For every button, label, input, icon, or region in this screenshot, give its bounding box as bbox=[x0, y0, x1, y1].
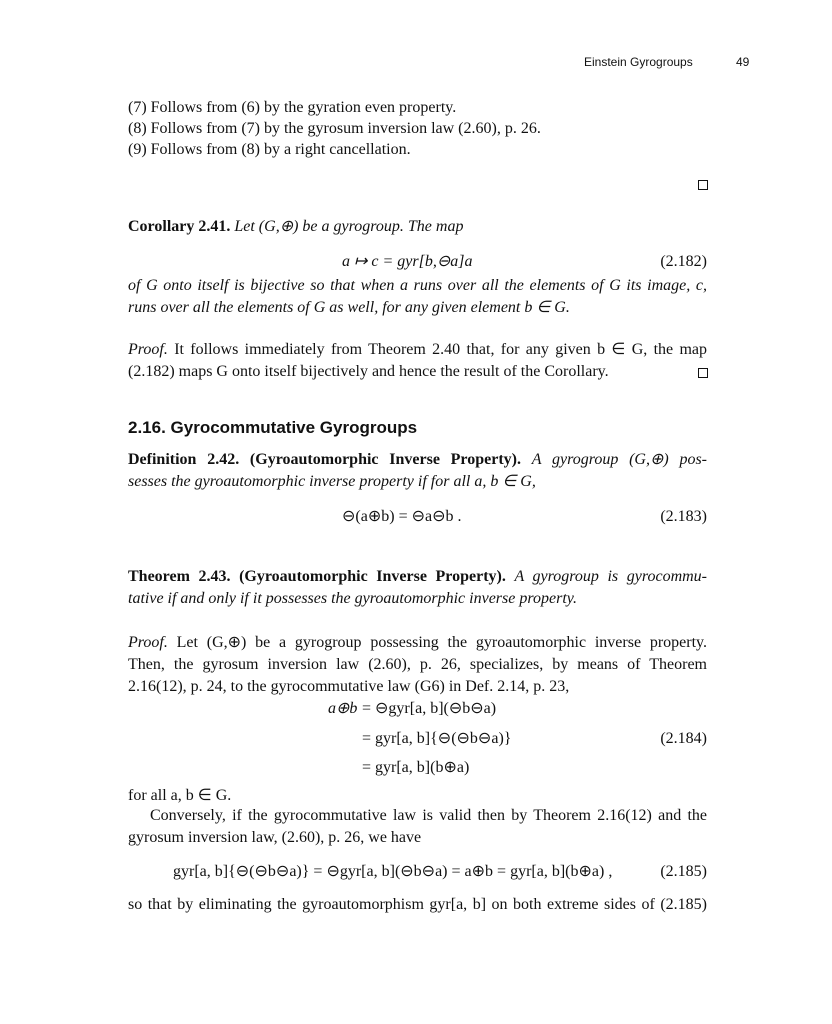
proof-text bbox=[128, 340, 707, 360]
theorem-text: A gyrogroup is gyrocommu- bbox=[514, 568, 708, 585]
theorem-text: tative if and only if it possesses the gyroautomorphic inverse property. bbox=[128, 590, 577, 607]
theorem-label: Theorem 2.43. (Gyroautomorphic Inverse Property). bbox=[128, 568, 506, 585]
theorem-heading bbox=[128, 567, 707, 587]
equation-number: (2.184) bbox=[660, 730, 707, 747]
proof-text: so that by eliminating the gyroautomorphism gyr[a, b] on both extreme sides of (2.185) bbox=[128, 896, 707, 913]
equation-2-182: a ↦ c = gyr[b,⊖a]a bbox=[342, 253, 473, 270]
corollary-text: of G onto itself is bijective so that when a runs over all the elements of G its image, c, bbox=[128, 277, 707, 294]
proof-label: Proof. bbox=[128, 634, 168, 651]
equation-line: = gyr[a, b](b⊕a) bbox=[362, 759, 470, 776]
equation-2-185: gyr[a, b]{⊖(⊖b⊖a)} = ⊖gyr[a, b](⊖b⊖a) = a⊕b = gyr[a, b](b⊕a) , bbox=[173, 863, 613, 880]
equation-line: = gyr[a, b]{⊖(⊖b⊖a)} bbox=[362, 730, 512, 747]
section-heading: 2.16. Gyrocommutative Gyrogroups bbox=[128, 418, 418, 437]
corollary-text: runs over all the elements of G as well, for any given element b ∈ G. bbox=[128, 299, 570, 316]
corollary-label: Corollary 2.41. bbox=[128, 218, 231, 235]
proof-text bbox=[128, 633, 707, 653]
definition-label: Definition 2.42. (Gyroautomorphic Inverse Property). bbox=[128, 451, 521, 468]
proof-step-9: (9) Follows from (8) by a right cancellation. bbox=[128, 141, 411, 158]
definition-text: A gyrogroup (G,⊕) pos- bbox=[531, 451, 707, 468]
proof-text: 2.16(12), p. 24, to the gyrocommutative law (G6) in Def. 2.14, p. 23, bbox=[128, 678, 570, 695]
proof-line: Let (G,⊕) be a gyrogroup possessing the gyroautomorphic inverse property. bbox=[176, 634, 708, 651]
proof-step-8: (8) Follows from (7) by the gyrosum inversion law (2.60), p. 26. bbox=[128, 120, 541, 137]
equation-lhs: a⊕b bbox=[328, 700, 358, 717]
running-title: Einstein Gyrogroups bbox=[584, 55, 693, 69]
proof-text: gyrosum inversion law, (2.60), p. 26, we have bbox=[128, 829, 422, 846]
proof-line: It follows immediately from Theorem 2.40 that, for any given b ∈ G, the map bbox=[174, 341, 708, 358]
equation-2-183: ⊖(a⊕b) = ⊖a⊖b . bbox=[342, 508, 462, 525]
qed-symbol bbox=[698, 368, 708, 378]
definition-text: sesses the gyroautomorphic inverse property if for all a, b ∈ G, bbox=[128, 473, 536, 490]
equation-line: = ⊖gyr[a, b](⊖b⊖a) bbox=[362, 700, 497, 717]
proof-step-7: (7) Follows from (6) by the gyration even property. bbox=[128, 99, 457, 116]
corollary-intro: Let (G,⊕) be a gyrogroup. The map bbox=[234, 218, 464, 235]
proof-text: (2.182) maps G onto itself bijectively and hence the result of the Corollary. bbox=[128, 363, 609, 380]
proof-text: Conversely, if the gyrocommutative law is valid then by Theorem 2.16(12) and the bbox=[150, 807, 707, 824]
page-number: 49 bbox=[736, 55, 750, 69]
proof-text: Then, the gyrosum inversion law (2.60), p. 26, specializes, by means of Theorem bbox=[128, 656, 707, 673]
equation-number: (2.182) bbox=[660, 253, 707, 270]
proof-label: Proof. bbox=[128, 341, 168, 358]
corollary-heading bbox=[128, 217, 707, 237]
proof-text: for all a, b ∈ G. bbox=[128, 787, 232, 804]
equation-number: (2.183) bbox=[660, 508, 707, 525]
qed-symbol bbox=[698, 180, 708, 190]
definition-heading bbox=[128, 450, 707, 470]
equation-number: (2.185) bbox=[660, 863, 707, 880]
